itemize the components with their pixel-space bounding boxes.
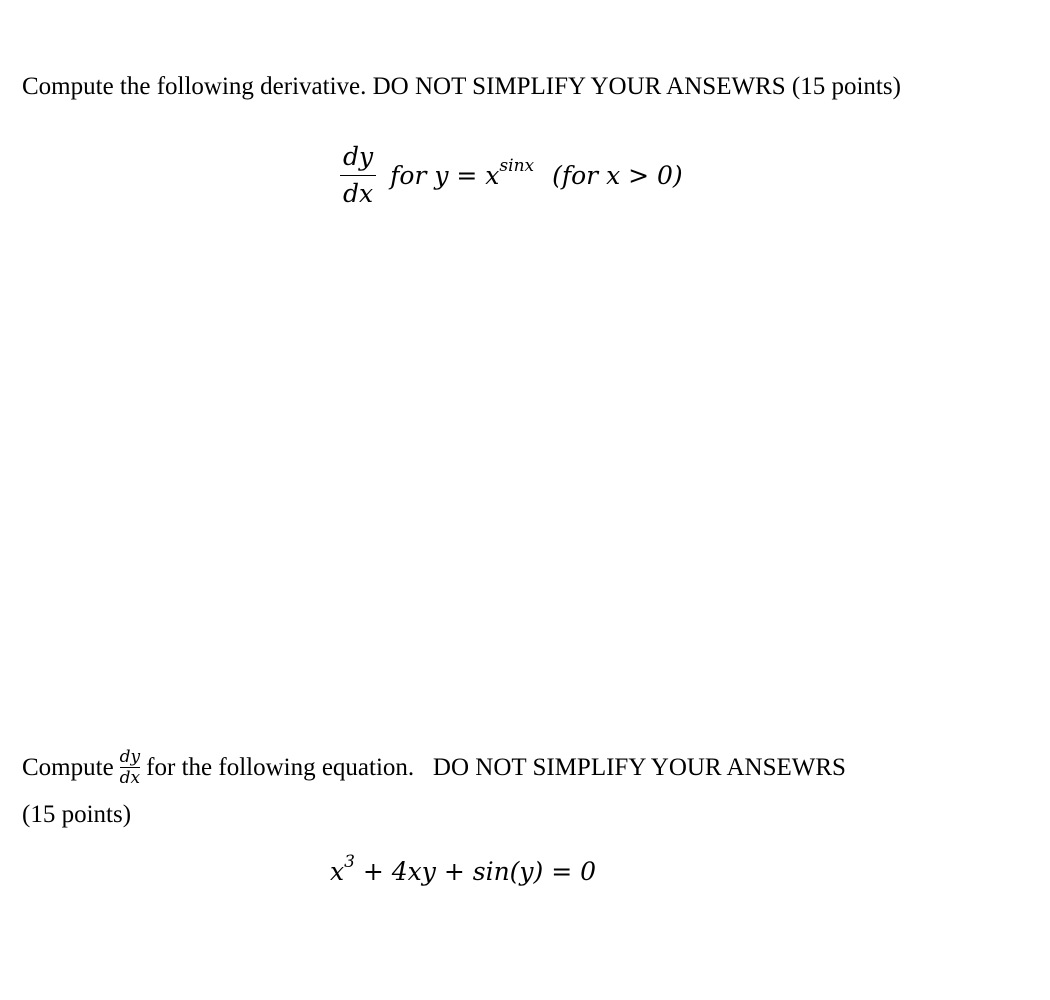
fraction-numerator: dy <box>343 141 374 171</box>
question-2-points: (15 points) <box>22 801 132 828</box>
question-2-suffix: for the following equation. DO NOT SIMPLIFY YOUR ANSEWRS <box>146 753 846 781</box>
fraction-bar <box>340 175 376 176</box>
exponent: sinx <box>499 155 535 176</box>
question-1-equation <box>340 140 691 210</box>
question-2-prompt <box>22 748 846 787</box>
equation-rest: + 4xy + sin(y) = 0 <box>354 857 597 886</box>
function-definition <box>390 155 535 190</box>
question-2-prefix: Compute <box>22 753 114 781</box>
equation-power: 3 <box>344 852 355 872</box>
domain-condition: (for x > 0) <box>552 160 683 190</box>
inline-fraction-denominator: dx <box>119 768 141 788</box>
equation-base: x <box>330 857 345 886</box>
question-1-prompt: Compute the following derivative. DO NOT SIMPLIFY YOUR ANSEWRS (15 points) <box>22 73 901 100</box>
function-definition-text: for y = x <box>390 160 500 190</box>
question-2-equation <box>330 852 597 886</box>
derivative-fraction <box>340 142 376 209</box>
inline-fraction-numerator: dy <box>119 747 141 767</box>
inline-derivative-fraction <box>120 748 141 787</box>
fraction-denominator: dx <box>343 178 374 208</box>
